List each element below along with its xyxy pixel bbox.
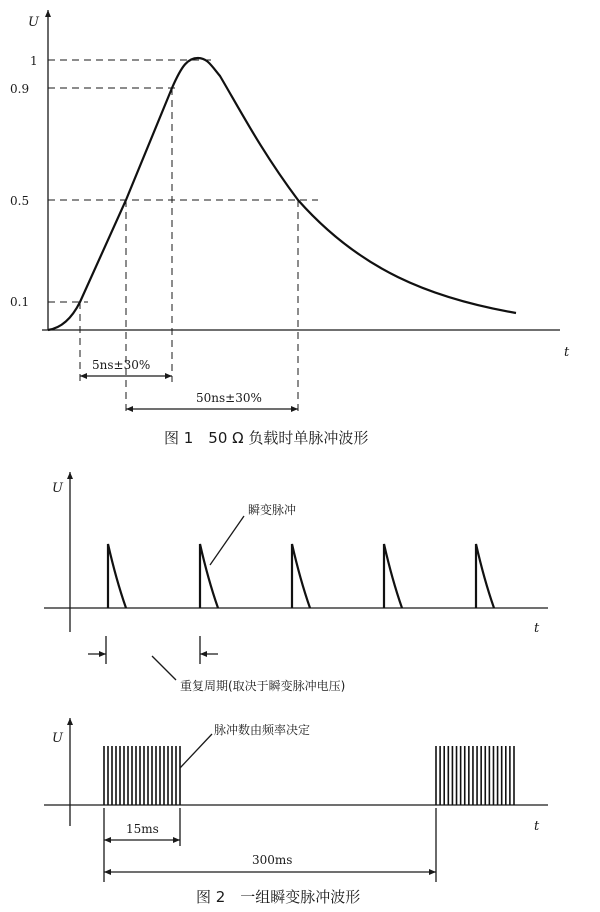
fig2b-burst-2 xyxy=(436,746,514,805)
fig1-tick-0.9: 0.9 xyxy=(10,82,30,96)
fig2-caption: 图 2 一组瞬变脉冲波形 xyxy=(196,888,361,906)
fig2b-burst-period-label: 300ms xyxy=(252,853,293,867)
figure-1 xyxy=(10,10,570,447)
fig2a-pulse-annotation: 瞬变脉冲 xyxy=(248,503,297,517)
fig1-x-axis-label: t xyxy=(564,345,570,360)
fig2a-pulse xyxy=(384,544,402,608)
fig2a-period-annotation: 重复周期(取决于瞬变脉冲电压) xyxy=(180,679,346,693)
fig2b-burst-annotation: 脉冲数由频率决定 xyxy=(214,723,311,737)
figure-2-top xyxy=(44,472,548,693)
fig1-tick-1: 1 xyxy=(30,54,38,68)
fig1-tick-0.1: 0.1 xyxy=(10,295,30,309)
fig2a-pulse xyxy=(200,544,218,608)
fig1-y-axis-label: U xyxy=(28,15,39,30)
fig2a-y-axis-label: U xyxy=(52,481,63,496)
fig2a-period-leader xyxy=(152,656,176,680)
fig2a-pulse-leader xyxy=(210,516,244,565)
fig2a-pulse xyxy=(476,544,494,608)
fig2b-x-axis-label: t xyxy=(534,819,540,834)
fig2a-pulse xyxy=(292,544,310,608)
fig2b-burst-duration-label: 15ms xyxy=(126,822,159,836)
fig2a-pulse xyxy=(108,544,126,608)
fig2b-burst-leader xyxy=(180,734,212,768)
fig2a-pulse-train xyxy=(108,544,494,608)
fig1-tick-0.5: 0.5 xyxy=(10,194,30,208)
fig1-pulse-curve xyxy=(48,58,516,330)
fig2b-burst-1 xyxy=(104,746,180,805)
fig2a-x-axis-label: t xyxy=(534,621,540,636)
fig1-rise-time-label: 5ns±30% xyxy=(92,358,151,372)
fig2b-y-axis-label: U xyxy=(52,731,63,746)
fig1-pulse-width-label: 50ns±30% xyxy=(196,391,262,405)
fig1-caption: 图 1 50 Ω 负载时单脉冲波形 xyxy=(164,429,369,447)
figure-2-bottom xyxy=(44,718,548,906)
